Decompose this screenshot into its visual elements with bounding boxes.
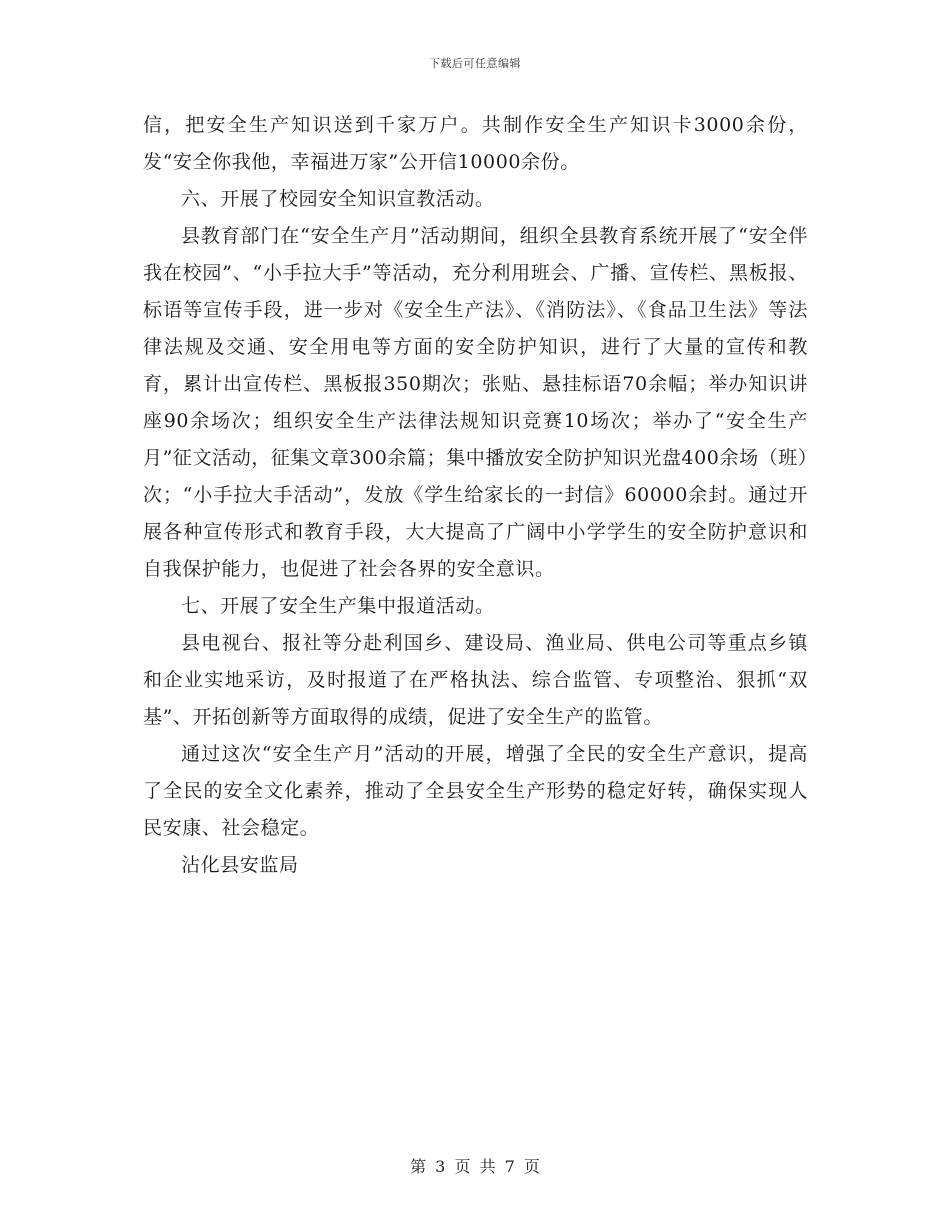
- paragraph-continuation: 信，把安全生产知识送到千家万户。共制作安全生产知识卡3000余份，发“安全你我他，幸福进万家”公开信10000余份。: [143, 114, 808, 173]
- paragraph-media-coverage: 县电视台、报社等分赴利国乡、建设局、渔业局、供电公司等重点乡镇和企业实地采访，及时报道了在严格执法、综合监管、专项整治、狠抓“双基”、开拓创新等方面取得的成绩，促进了安全生产的监管。: [143, 632, 808, 728]
- signature-organization: 沾化县安监局: [181, 854, 299, 876]
- page-header: 下载后可任意编辑: [429, 57, 521, 70]
- document-body: [143, 107, 808, 884]
- section-heading-seven: 七、开展了安全生产集中报道活动。: [181, 595, 495, 617]
- paragraph-campus-education: 县教育部门在“安全生产月”活动期间，组织全县教育系统开展了“安全伴我在校园”、“小手拉大手”等活动，充分利用班会、广播、宣传栏、黑板报、标语等宣传手段，进一步对《安全生产法》、《消防法》、《食品卫生法》等法律法规及交通、安全用电等方面的安全防护知识，进行了大量的宣传和教育，累计出宣传栏、黑板报350期次；张贴、悬挂标语70余幅；举办知识讲座90余场次；组织安全生产法律法规知识竞赛10场次；举办了“安全生产月”征文活动，征集文章300余篇；集中播放安全防护知识光盘400余场（班）次；“小手拉大手活动”，发放《学生给家长的一封信》60000余封。通过开展各种宣传形式和教育手段，大大提高了广阔中小学学生的安全防护意识和自我保护能力，也促进了社会各界的安全意识。: [143, 225, 808, 580]
- section-heading-six: 六、开展了校园安全知识宣教活动。: [181, 188, 495, 210]
- paragraph-conclusion: 通过这次“安全生产月”活动的开展，增强了全民的安全生产意识，提高了全民的安全文化素养，推动了全县安全生产形势的稳定好转，确保实现人民安康、社会稳定。: [143, 743, 808, 839]
- page-number-footer: 第 3 页 共 7 页: [410, 1157, 540, 1176]
